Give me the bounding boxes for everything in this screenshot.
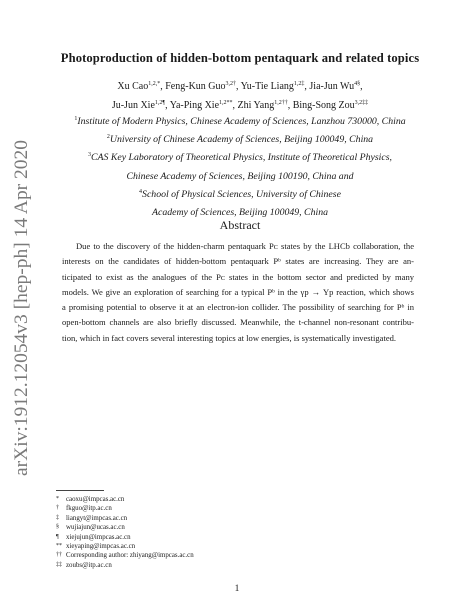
footnote-rule <box>56 490 104 491</box>
author: Zhi Yang$^{1,2\dagger\dagger}$, <box>237 100 293 111</box>
abstract-line: interests on the candidates of hidden-bottom pentaquark Pᵇ states are increasing. They are an- <box>62 256 414 267</box>
affiliation-list <box>40 113 440 222</box>
affiliation: $^4$School of Physical Sciences, University of Chinese <box>139 188 341 200</box>
author: Bing-Song Zou$^{3,2\ddagger\ddagger}$ <box>292 100 369 111</box>
footnote-email[interactable]: ** xieyaping@impcas.ac.cn <box>56 543 136 551</box>
author: Ya-Ping Xie$^{1,2**}$, <box>169 100 238 111</box>
affiliation-continued: Chinese Academy of Sciences, Beijing 100190, China and <box>126 170 354 182</box>
abstract-line: open-bottom channels are also briefly discussed. Meanwhile, the t-channel non-resonant contribu- <box>62 317 414 328</box>
abstract-line: a promising potential to observe it at an electron-ion collider. The possibility of searching for Pᵇ in <box>62 302 414 313</box>
footnote-email[interactable]: † fkguo@itp.ac.cn <box>56 505 112 513</box>
author: Xu Cao$^{1,2,*}$, <box>117 81 166 92</box>
footnotes <box>56 490 356 570</box>
paper-title: Photoproduction of hidden-bottom pentaquark and related topics <box>60 51 420 65</box>
author: Feng-Kun Guo$^{3,2\dagger}$, <box>165 81 241 92</box>
affiliation: $^2$University of Chinese Academy of Sciences, Beijing 100049, China <box>106 134 374 146</box>
author-list <box>40 77 440 115</box>
abstract-line: tion, which in fact covers several interesting topics at low energies, is systematically investigated. <box>62 332 397 343</box>
affiliation: $^3$CAS Key Laboratory of Theoretical Physics, Institute of Theoretical Physics, <box>87 152 393 164</box>
author: Yu-Tie Liang$^{1,2\ddagger}$, <box>240 81 310 92</box>
footnote-email[interactable]: ‡ liangyt@impcas.ac.cn <box>56 514 128 522</box>
footnote-corresponding-author[interactable]: †† Corresponding author: zhiyang@impcas.ac.cn <box>56 552 194 560</box>
author: Jia-Jun $Wu^{4\S}$, <box>309 81 363 92</box>
abstract-line: models. We give an exploration of searching for a typical Pᵇ in the γp → Υp reaction, which shows <box>62 286 414 297</box>
footnote-email[interactable]: * caoxu@impcas.ac.cn <box>56 496 125 503</box>
page-number: 1 <box>234 584 240 594</box>
abstract-line: Due to the discovery of the hidden-charm pentaquark Pᴄ states by the LHCb collaboration, the <box>76 241 414 251</box>
footnote-email[interactable]: § wujiajun@ucas.ac.cn <box>56 524 125 532</box>
arxiv-stamp-text: arXiv:1912.12054v3 [hep-ph] 14 Apr 2020 <box>11 145 32 476</box>
abstract-line: ticipated to exist as the analogues of the Pᴄ states in the bottom sector and predicted by many <box>62 271 414 282</box>
arxiv-stamp <box>2 138 36 478</box>
affiliation: $^1$Institute of Modern Physics, Chinese Academy of Sciences, Lanzhou 730000, China <box>74 116 406 127</box>
affiliation-continued: Academy of Sciences, Beijing 100049, China <box>151 207 329 219</box>
footnote-email[interactable]: ¶ xiejujun@impcas.ac.cn <box>56 533 131 541</box>
footnote-email[interactable]: ‡‡ zoubs@itp.ac.cn <box>56 561 112 569</box>
author-line-1 <box>40 77 440 96</box>
author: Ju-Jun Xie$^{1,2\P}$, <box>111 100 170 111</box>
abstract-heading: Abstract <box>219 218 261 232</box>
abstract-body <box>62 239 414 346</box>
